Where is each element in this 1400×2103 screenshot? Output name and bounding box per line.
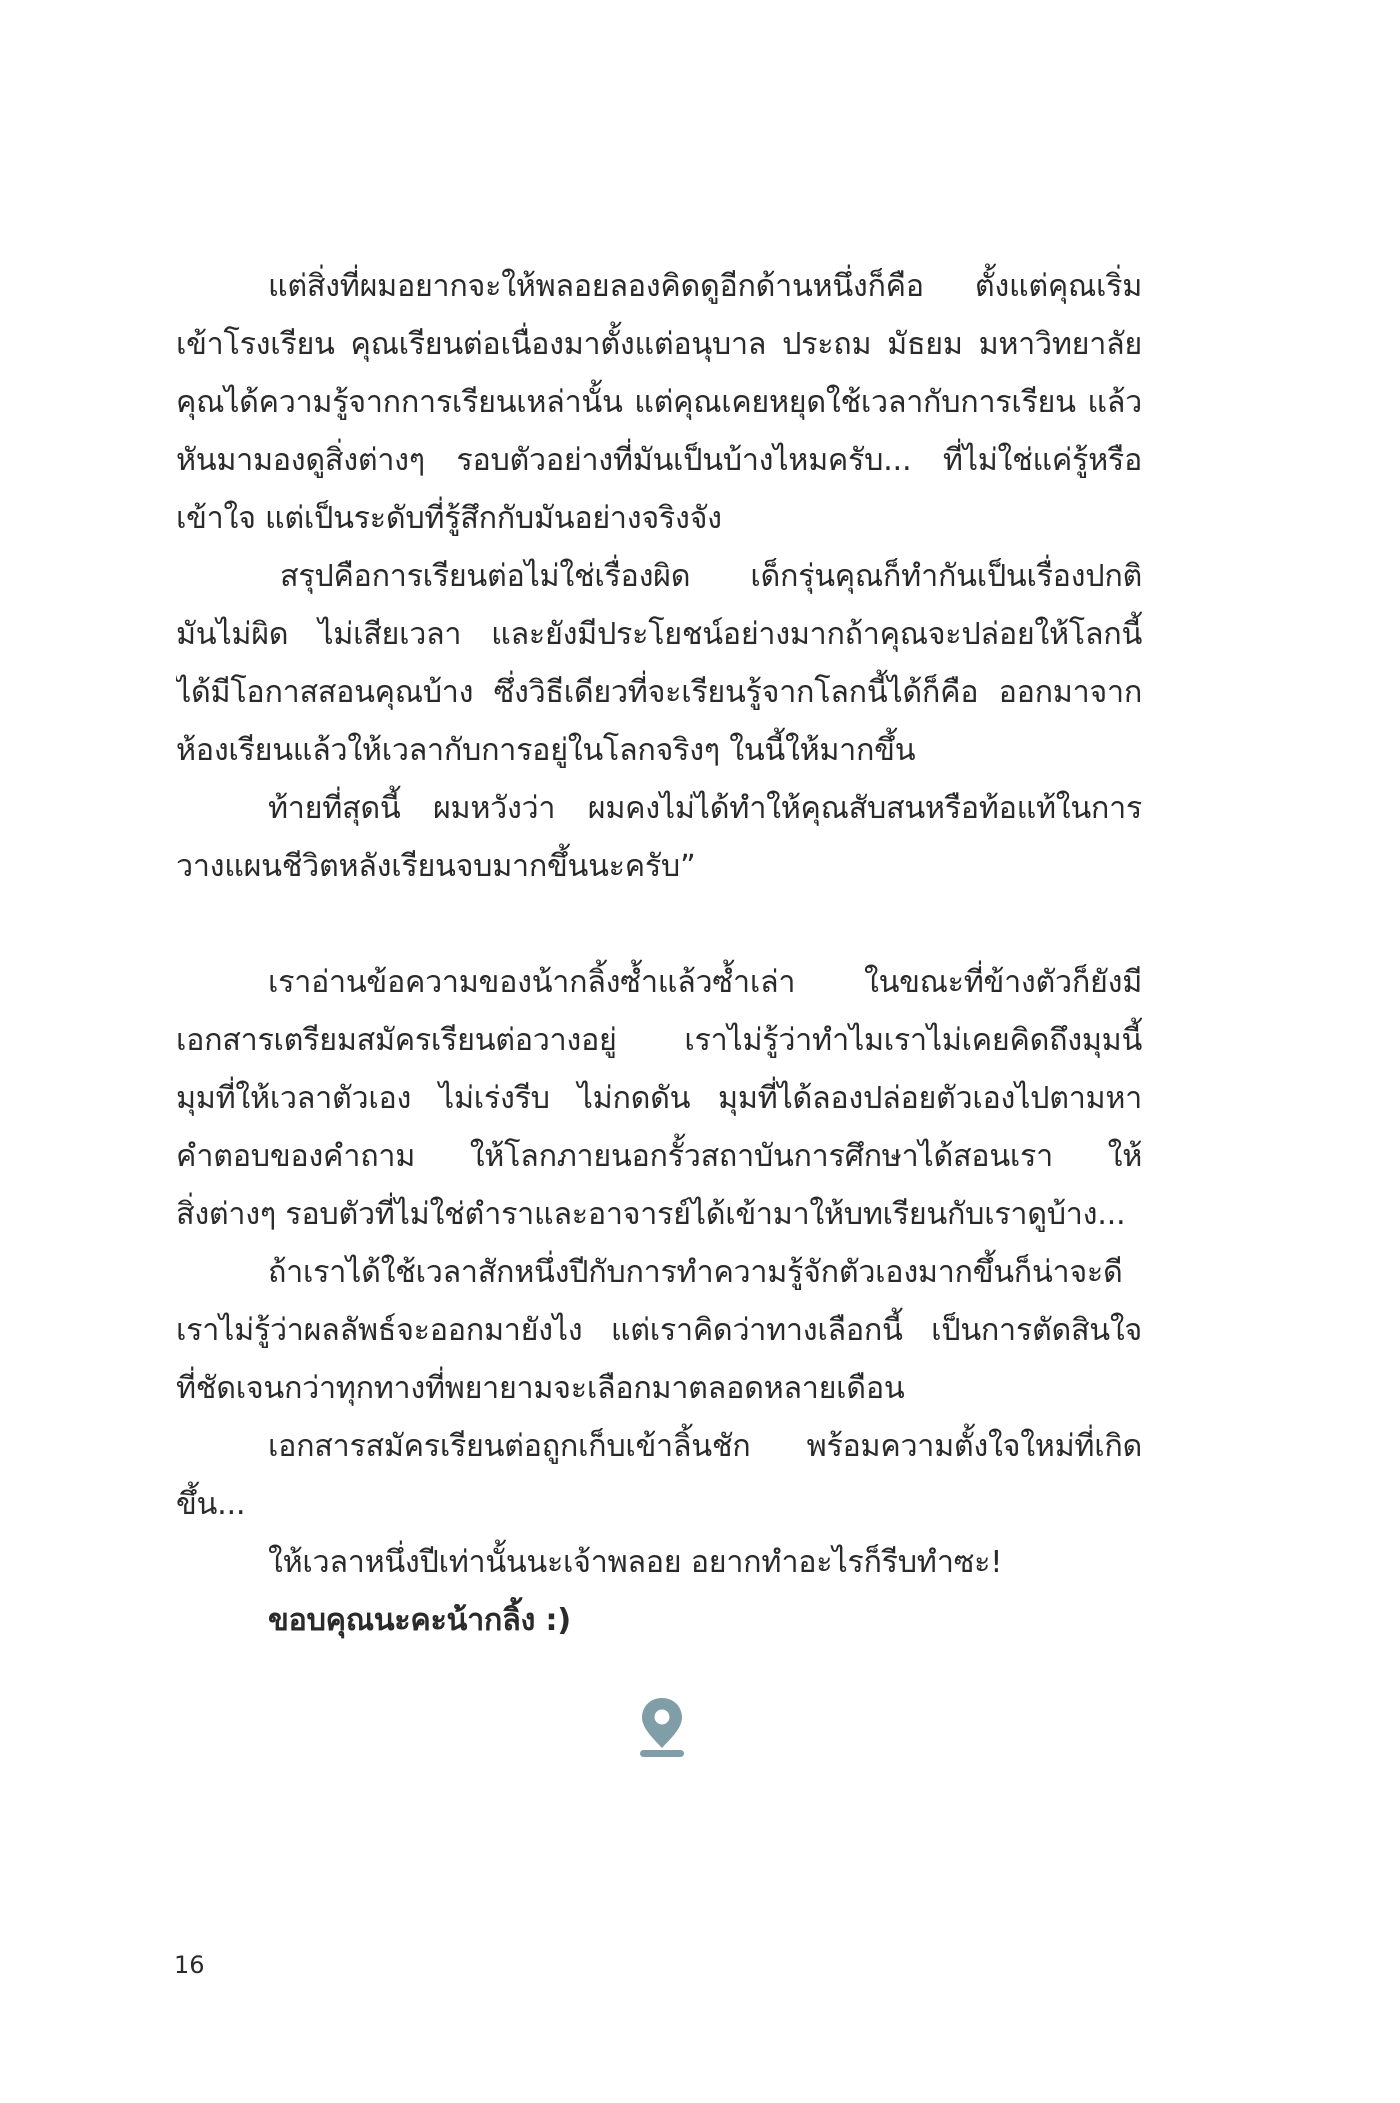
text-line: เอกสารสมัครเรียนต่อถูกเก็บเข้าลิ้นชัก พร้อมความตั้งใจใหม่ที่เกิด xyxy=(268,1429,1142,1464)
text-line: คุณได้ความรู้จากการเรียนเหล่านั้น แต่คุณเคยหยุดใช้เวลากับการเรียน แล้ว xyxy=(176,385,1142,420)
text-line: แต่สิ่งที่ผมอยากจะให้พลอยลองคิดดูอีกด้านหนึ่งก็คือ ตั้งแต่คุณเริ่ม xyxy=(268,269,1142,304)
text-line: สิ่งต่างๆ รอบตัวที่ไม่ใช่ตำราและอาจารย์ได้เข้ามาให้บทเรียนกับเราดูบ้าง... xyxy=(176,1197,1126,1232)
text-line: เข้าโรงเรียน คุณเรียนต่อเนื่องมาตั้งแต่อนุบาล ประถม มัธยม มหาวิทยาลัย xyxy=(176,327,1142,362)
paragraph xyxy=(176,780,1142,896)
text-line: ท้ายที่สุดนี้ ผมหวังว่า ผมคงไม่ได้ทำให้คุณสับสนหรือท้อแท้ในการ xyxy=(268,791,1142,826)
text-line: ถ้าเราได้ใช้เวลาสักหนึ่งปีกับการทำความรู้จักตัวเองมากขึ้นก็น่าจะดี xyxy=(268,1255,1123,1290)
text-line: สรุปคือการเรียนต่อไม่ใช่เรื่องผิด เด็กรุ่นคุณก็ทำกันเป็นเรื่องปกติ xyxy=(280,559,1142,594)
text-line: ได้มีโอกาสสอนคุณบ้าง ซึ่งวิธีเดียวที่จะเรียนรู้จากโลกนี้ได้ก็คือ ออกมาจาก xyxy=(176,675,1142,710)
text-line: คำตอบของคำถาม ให้โลกภายนอกรั้วสถาบันการศึกษาได้สอนเรา ให้ xyxy=(176,1139,1142,1174)
text-line: ให้เวลาหนึ่งปีเท่านั้นนะเจ้าพลอย อยากทำอะไรก็รีบทำซะ! xyxy=(268,1545,1003,1580)
text-line: ห้องเรียนแล้วให้เวลากับการอยู่ในโลกจริงๆ ในนี้ให้มากขึ้น xyxy=(176,733,916,768)
text-line: ขึ้น... xyxy=(176,1487,246,1522)
text-line: มันไม่ผิด ไม่เสียเวลา และยังมีประโยชน์อย่างมากถ้าคุณจะปล่อยให้โลกนี้ xyxy=(176,617,1142,652)
paragraph xyxy=(176,1244,1142,1418)
paragraph xyxy=(176,1592,1142,1650)
text-line: เราไม่รู้ว่าผลลัพธ์จะออกมายังไง แต่เราคิดว่าทางเลือกนี้ เป็นการตัดสินใจ xyxy=(176,1313,1142,1348)
text-line: เราอ่านข้อความของน้ากลิ้งซ้ำแล้วซ้ำเล่า ในขณะที่ข้างตัวก็ยังมี xyxy=(268,965,1142,1000)
paragraph xyxy=(176,954,1142,1244)
paragraph-gap xyxy=(176,896,1142,954)
text-line: มุมที่ให้เวลาตัวเอง ไม่เร่งรีบ ไม่กดดัน มุมที่ได้ลองปล่อยตัวเองไปตามหา xyxy=(176,1081,1142,1116)
paragraph xyxy=(176,548,1142,780)
text-line: วางแผนชีวิตหลังเรียนจบมากขึ้นนะครับ” xyxy=(176,849,696,884)
body-text xyxy=(176,258,1142,1650)
text-line: หันมามองดูสิ่งต่างๆ รอบตัวอย่างที่มันเป็นบ้างไหมครับ... ที่ไม่ใช่แค่รู้หรือ xyxy=(176,443,1142,478)
paragraph xyxy=(176,1534,1142,1592)
text-line: ที่ชัดเจนกว่าทุกทางที่พยายามจะเลือกมาตลอดหลายเดือน xyxy=(176,1371,905,1406)
paragraph xyxy=(176,1418,1142,1534)
paragraph xyxy=(176,258,1142,548)
text-line: เอกสารเตรียมสมัครเรียนต่อวางอยู่ เราไม่รู้ว่าทำไมเราไม่เคยคิดถึงมุมนี้ xyxy=(176,1023,1142,1058)
page-number: 16 xyxy=(174,1951,205,1979)
map-pin-icon xyxy=(638,1696,686,1758)
text-line: เข้าใจ แต่เป็นระดับที่รู้สึกกับมันอย่างจริงจัง xyxy=(176,501,722,536)
closing-line: ขอบคุณนะคะน้ากลิ้ง :) xyxy=(268,1603,571,1638)
